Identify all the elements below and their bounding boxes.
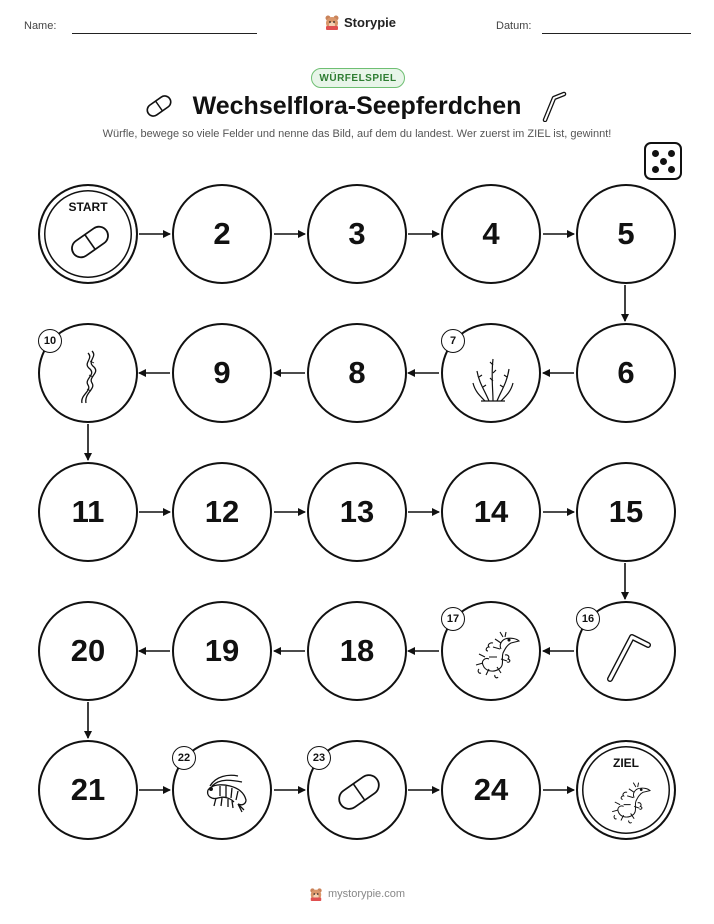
board-space-18[interactable]: [307, 601, 407, 701]
space-number-badge: 22: [172, 746, 196, 770]
space-number: 14: [473, 494, 509, 529]
goal-label: ZIEL: [613, 756, 639, 770]
pill-icon: [66, 222, 114, 262]
board-space-19[interactable]: [172, 601, 272, 701]
board-space-14[interactable]: [441, 462, 541, 562]
space-number: 20: [70, 633, 106, 668]
instructions: Würfle, bewege so viele Felder und nenne das Bild, auf dem du landest. Wer zuerst im ZIEL ist, gewinnt!: [102, 128, 612, 140]
name-label: Name:: [24, 20, 57, 32]
space-number: 9: [213, 355, 231, 390]
board-space-12[interactable]: [172, 462, 272, 562]
board-space-8[interactable]: [307, 323, 407, 423]
start-label: START: [68, 200, 108, 214]
space-number-badge: 10: [38, 329, 62, 353]
space-number: 24: [473, 772, 509, 807]
seaweed-icon: [471, 353, 515, 403]
board-space-20[interactable]: [38, 601, 138, 701]
footer-url[interactable]: mystorypie.com: [327, 888, 406, 900]
board-space-2[interactable]: [172, 184, 272, 284]
start-space[interactable]: [38, 184, 138, 284]
space-number: 15: [608, 494, 644, 529]
board-space-23[interactable]: [307, 740, 407, 840]
space-number-badge: 23: [307, 746, 331, 770]
page-title: Wechselflora-Seepferdchen: [192, 92, 522, 120]
date-label: Datum:: [496, 20, 532, 32]
board-space-10[interactable]: [38, 323, 138, 423]
space-number: 13: [339, 494, 375, 529]
board-space-6[interactable]: [576, 323, 676, 423]
board-space-11[interactable]: [38, 462, 138, 562]
space-number: 12: [204, 494, 240, 529]
space-number-badge: 16: [576, 607, 600, 631]
space-number: 18: [339, 633, 375, 668]
space-number: 8: [348, 355, 366, 390]
straw-icon: [604, 629, 652, 683]
space-number: 5: [617, 216, 635, 251]
space-number: 2: [213, 216, 231, 251]
shrimp-icon: [198, 772, 254, 816]
board-space-3[interactable]: [307, 184, 407, 284]
kelp-icon: [74, 349, 106, 405]
space-number: 21: [70, 772, 106, 807]
board-space-5[interactable]: [576, 184, 676, 284]
footer: [0, 887, 714, 901]
board-space-4[interactable]: [441, 184, 541, 284]
board-space-16[interactable]: [576, 601, 676, 701]
space-number: 3: [348, 216, 366, 251]
space-number: 4: [482, 216, 500, 251]
bear-logo-icon: [309, 887, 323, 901]
space-number: 11: [71, 494, 105, 529]
space-number: 19: [204, 633, 240, 668]
space-number: 6: [617, 355, 635, 390]
pill-icon: [333, 770, 385, 814]
board-space-17[interactable]: [441, 601, 541, 701]
board-space-22[interactable]: [172, 740, 272, 840]
space-number-badge: 7: [441, 329, 465, 353]
brand-name: Storypie: [344, 14, 397, 30]
seadragon-icon: [604, 780, 652, 824]
board-space-9[interactable]: [172, 323, 272, 423]
board-space-21[interactable]: [38, 740, 138, 840]
board-space-7[interactable]: [441, 323, 541, 423]
game-type-badge: WÜRFELSPIEL: [311, 68, 405, 88]
space-number-badge: 17: [441, 607, 465, 631]
board-space-15[interactable]: [576, 462, 676, 562]
seadragon-icon: [467, 629, 521, 679]
board-space-13[interactable]: [307, 462, 407, 562]
board-space-24[interactable]: [441, 740, 541, 840]
goal-space[interactable]: [576, 740, 676, 840]
